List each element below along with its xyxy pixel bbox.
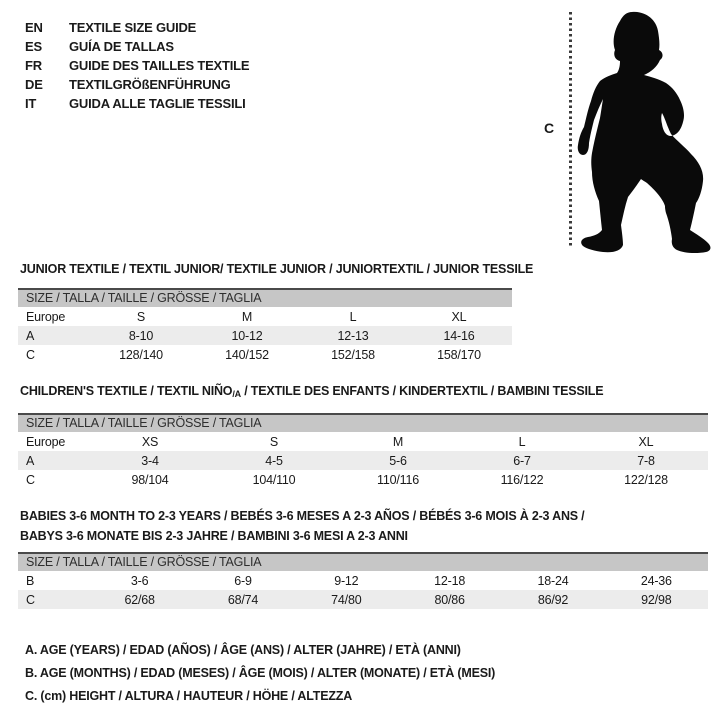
height-cell: 92/98 — [641, 592, 672, 607]
lang-label-de: TEXTILGRÖßENFÜHRUNG — [69, 77, 231, 92]
height-cell: 68/74 — [227, 592, 259, 607]
children-title-part2: / TEXTILE DES ENFANTS / KINDERTEXTIL / BAMBINI TESSILE — [240, 384, 604, 398]
height-dotted-line — [569, 12, 572, 248]
height-cell: 110/116 — [377, 472, 419, 487]
row-label: Europe — [26, 434, 66, 449]
junior-section-title: JUNIOR TEXTILE / TEXTIL JUNIOR/ TEXTILE JUNIOR / JUNIORTEXTIL / JUNIOR TESSILE — [20, 262, 534, 276]
lang-code-it: IT — [25, 96, 37, 111]
table-row — [18, 451, 708, 470]
age-cell: 14-16 — [443, 328, 475, 343]
toddler-silhouette-icon — [575, 4, 715, 254]
children-size-header-bar: SIZE / TALLA / TAILLE / GRÖSSE / TAGLIA — [18, 413, 708, 432]
size-cell: XL — [638, 434, 654, 449]
legend-line-b: B. AGE (MONTHS) / EDAD (MESES) / ÂGE (MOIS) / ALTER (MONATE) / ETÀ (MESI) — [25, 666, 496, 680]
height-measure-figure — [540, 0, 718, 260]
lang-label-fr: GUIDE DES TAILLES TEXTILE — [69, 58, 250, 73]
height-cell: 152/158 — [331, 347, 375, 362]
age-cell: 18-24 — [537, 573, 569, 588]
row-label: A — [26, 453, 35, 468]
legend-line-a: A. AGE (YEARS) / EDAD (AÑOS) / ÂGE (ANS) / ALTER (JAHRE) / ETÀ (ANNI) — [25, 643, 461, 657]
legend-line-c: C. (cm) HEIGHT / ALTURA / HAUTEUR / HÖHE / ALTEZZA — [25, 689, 353, 703]
babies-size-header-bar: SIZE / TALLA / TAILLE / GRÖSSE / TAGLIA — [18, 552, 708, 571]
age-cell: 6-7 — [513, 453, 531, 468]
height-c-label: C — [544, 120, 555, 136]
junior-size-table — [18, 307, 512, 364]
lang-code-en: EN — [25, 20, 43, 35]
table-row — [18, 590, 708, 609]
height-cell: 104/110 — [252, 472, 296, 487]
height-cell: 80/86 — [434, 592, 465, 607]
row-label: C — [26, 472, 35, 487]
table-row — [18, 432, 708, 451]
lang-row-en — [25, 18, 249, 37]
row-label: Europe — [26, 309, 66, 324]
lang-code-de: DE — [25, 77, 43, 92]
age-cell: 8-10 — [128, 328, 154, 343]
table-row — [18, 571, 708, 590]
age-cell: 10-12 — [231, 328, 263, 343]
lang-row-es — [25, 37, 249, 56]
children-textile-section — [18, 383, 708, 489]
lang-label-en: TEXTILE SIZE GUIDE — [69, 20, 197, 35]
age-cell: 3-6 — [130, 573, 149, 588]
age-cell: 3-4 — [141, 453, 159, 468]
legend-notes — [25, 639, 495, 708]
height-cell: 74/80 — [331, 592, 362, 607]
table-row — [18, 307, 512, 326]
lang-row-it — [25, 94, 249, 113]
age-cell: 4-5 — [265, 453, 283, 468]
height-cell: 62/68 — [124, 592, 155, 607]
age-cell: 12-18 — [434, 573, 466, 588]
children-size-table — [18, 432, 708, 489]
row-label: B — [26, 573, 35, 588]
size-cell: XS — [141, 434, 159, 449]
table-row — [18, 470, 708, 489]
size-cell: M — [392, 434, 404, 449]
junior-size-header-bar: SIZE / TALLA / TAILLE / GRÖSSE / TAGLIA — [18, 288, 512, 307]
children-section-title — [20, 383, 708, 402]
age-cell: 12-13 — [337, 328, 369, 343]
lang-label-es: GUÍA DE TALLAS — [69, 39, 174, 54]
height-cell: 116/122 — [500, 472, 544, 487]
table-row — [18, 345, 512, 364]
age-cell: 6-9 — [234, 573, 252, 588]
age-cell: 5-6 — [389, 453, 407, 468]
lang-row-fr — [25, 56, 249, 75]
table-row — [18, 326, 512, 345]
language-header — [25, 18, 249, 113]
height-cell: 86/92 — [537, 592, 569, 607]
size-cell: L — [349, 309, 357, 324]
age-cell: 24-36 — [640, 573, 672, 588]
size-cell: L — [518, 434, 526, 449]
size-cell: S — [269, 434, 279, 449]
height-cell: 98/104 — [131, 472, 169, 487]
babies-textile-section — [18, 506, 708, 609]
height-cell: 158/170 — [437, 347, 481, 362]
height-cell: 140/152 — [225, 347, 269, 362]
lang-code-es: ES — [25, 39, 42, 54]
lang-code-fr: FR — [25, 58, 42, 73]
babies-title-line2: BABYS 3-6 MONATE BIS 2-3 JAHRE / BAMBINI 3-6 MESI A 2-3 ANNI — [20, 529, 408, 543]
children-title-part1: CHILDREN'S TEXTILE / TEXTIL NIÑO — [20, 384, 233, 398]
size-cell: S — [136, 309, 146, 324]
height-cell: 122/128 — [624, 472, 668, 487]
lang-row-de — [25, 75, 249, 94]
height-cell: 128/140 — [119, 347, 163, 362]
row-label: C — [26, 347, 35, 362]
babies-section-title — [20, 506, 708, 546]
size-cell: XL — [451, 309, 467, 324]
row-label: C — [26, 592, 35, 607]
junior-textile-section — [18, 261, 534, 364]
size-cell: M — [241, 309, 253, 324]
children-title-sub: /A — [232, 389, 241, 399]
babies-title-line1: BABIES 3-6 MONTH TO 2-3 YEARS / BEBÉS 3-6 MESES A 2-3 AÑOS / BÉBÉS 3-6 MOIS À 2-3 ANS / — [20, 509, 585, 523]
age-cell: 9-12 — [334, 573, 359, 588]
lang-label-it: GUIDA ALLE TAGLIE TESSILI — [69, 96, 246, 111]
age-cell: 7-8 — [637, 453, 655, 468]
row-label: A — [26, 328, 35, 343]
babies-size-table — [18, 571, 708, 609]
